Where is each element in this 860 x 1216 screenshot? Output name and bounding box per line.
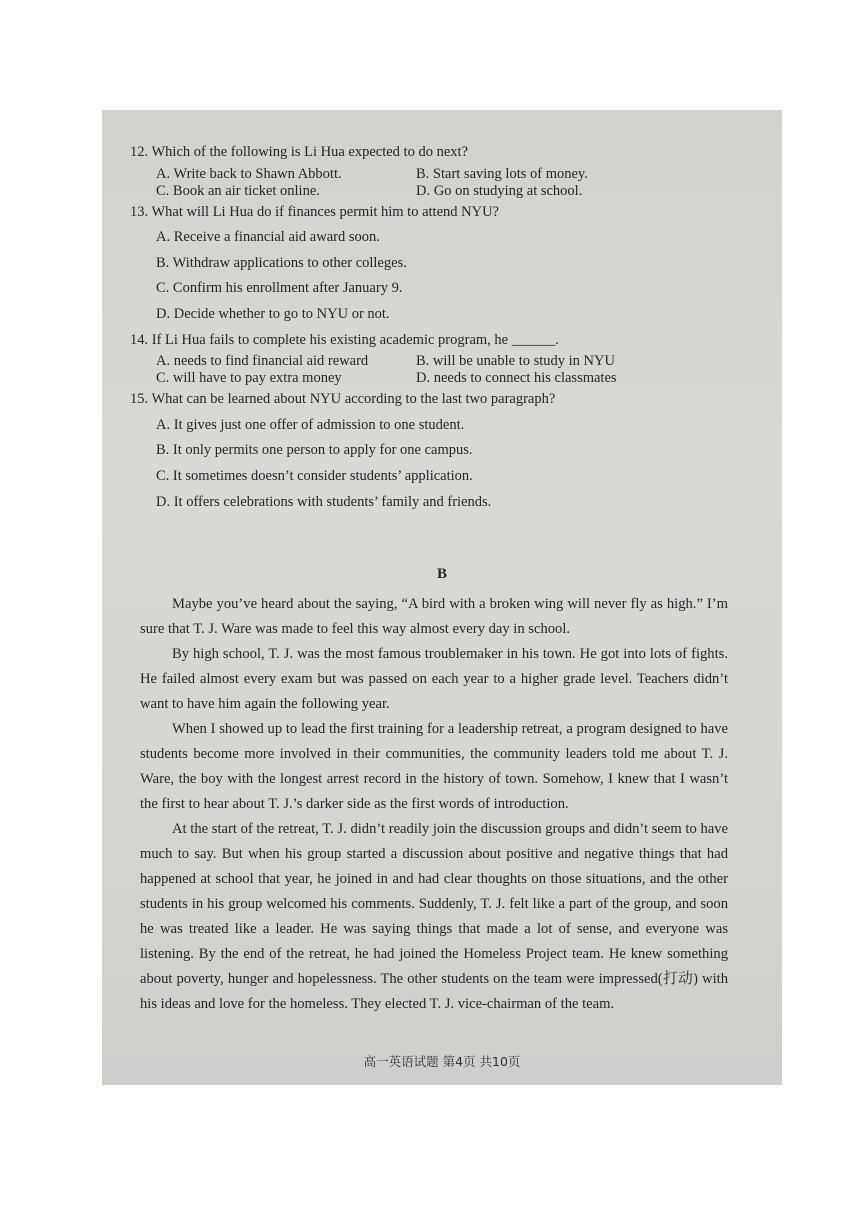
exam-page	[102, 110, 782, 1085]
option-row	[130, 353, 760, 370]
option-row	[130, 183, 760, 200]
question-stem: 13. What will Li Hua do if finances permit him to attend NYU?	[130, 203, 499, 220]
option: C. It sometimes doesn’t consider students’ application.	[156, 467, 473, 484]
option: C. will have to pay extra money	[156, 370, 342, 387]
option: A. Receive a financial aid award soon.	[156, 229, 380, 246]
section-title: B	[436, 566, 447, 582]
passage-paragraph: At the start of the retreat, T. J. didn’t readily join the discussion groups and didn’t seem to have much to say. But when his group started a discussion about positive and negative things that had happened at school that year, he joined in and had clear thoughts on those situations, and the other students in his group welcomed his comments. Suddenly, T. J. felt like a part of the group, and soon he was treated like a leader. He was saying things that made a lot of sense, and everyone was listening. By the end of the retreat, he had joined the Homeless Project team. He knew something about poverty, hunger and hopelessness. The other students on the team were impressed(打动) with his ideas and love for the homeless. They elected T. J. vice-chairman of the team.	[140, 821, 728, 1012]
option: D. Go on studying at school.	[416, 182, 583, 199]
option: B. Withdraw applications to other colleges.	[156, 254, 407, 271]
questions-section	[130, 140, 760, 515]
passage-paragraph: By high school, T. J. was the most famous troublemaker in his town. He got into lots of fights. He failed almost every exam but was passed on each year to a higher grade level. Teachers didn’t want to have him again the following year.	[140, 646, 728, 712]
option-row	[130, 166, 760, 183]
option: C. Book an air ticket online.	[156, 182, 320, 199]
option: A. It gives just one offer of admission to one student.	[156, 416, 465, 433]
option-row	[130, 370, 760, 387]
passage-paragraph: When I showed up to lead the first training for a leadership retreat, a program designed to have students become more involved in their communities, the community leaders told me about T. J. Ware, the boy with the longest arrest record in the history of town. Somehow, I knew that I wasn’t the first to hear about T. J.’s darker side as the first words of introduction.	[140, 721, 728, 812]
option: B. will be unable to study in NYU	[416, 353, 615, 370]
reading-passage	[140, 592, 728, 1017]
option: B. Start saving lots of money.	[416, 165, 588, 182]
question-stem: 14. If Li Hua fails to complete his existing academic program, he ______.	[130, 331, 559, 348]
option: D. needs to connect his classmates	[416, 370, 617, 387]
option: D. It offers celebrations with students’ family and friends.	[156, 493, 492, 510]
option: A. Write back to Shawn Abbott.	[156, 165, 342, 182]
option: D. Decide whether to go to NYU or not.	[156, 305, 390, 322]
option: C. Confirm his enrollment after January 9.	[156, 280, 403, 297]
page-footer: 高一英语试题 第4页 共10页	[363, 1054, 521, 1069]
option: A. needs to find financial aid reward	[156, 353, 369, 370]
passage-paragraph: Maybe you’ve heard about the saying, “A bird with a broken wing will never fly as high.” I’m sure that T. J. Ware was made to feel this way almost every day in school.	[140, 596, 728, 637]
option: B. It only permits one person to apply for one campus.	[156, 442, 473, 459]
question-stem: 12. Which of the following is Li Hua expected to do next?	[130, 144, 468, 160]
question-stem: 15. What can be learned about NYU according to the last two paragraph?	[130, 391, 556, 408]
